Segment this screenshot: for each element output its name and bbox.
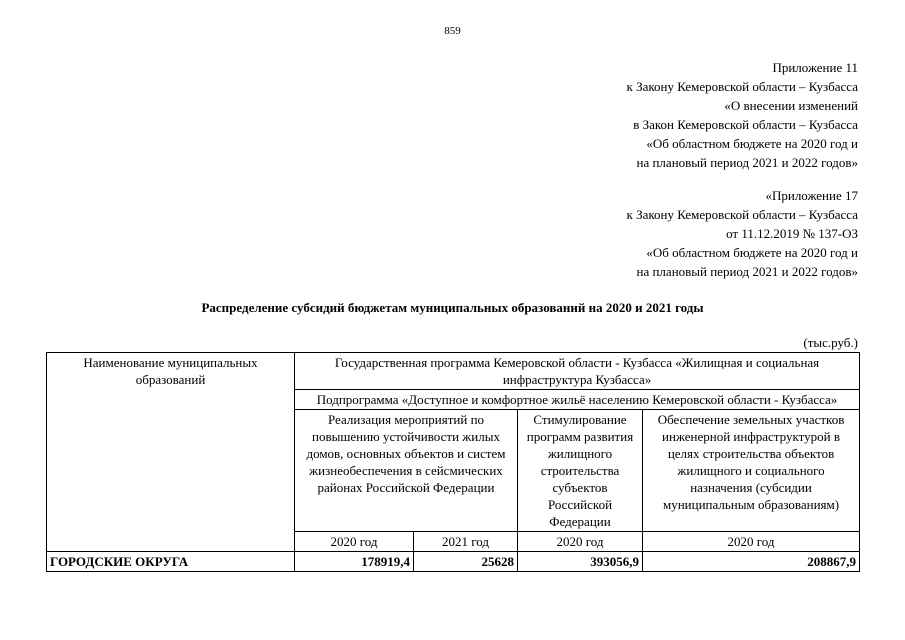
year-header: 2020 год (643, 532, 860, 552)
measure-housing-header: Стимулирование программ развития жилищного строительства субъектов Российской Федерации (518, 410, 643, 532)
row-value: 208867,9 (643, 552, 860, 572)
subsidies-table (46, 352, 860, 572)
document-title: Распределение субсидий бюджетам муниципальных образований на 2020 и 2021 годы (201, 300, 704, 315)
appendix-line: «Об областном бюджете на 2020 год и (646, 245, 858, 260)
measure-seismic-header: Реализация мероприятий по повышению устойчивости жилых домов, основных объектов и систем жизнеобеспечения в сейсмических районах Российской Федерации (295, 410, 518, 532)
appendix-line: к Закону Кемеровской области – Кузбасса (626, 79, 858, 94)
measure-land-header: Обеспечение земельных участков инженерной инфраструктурой в целях строительства объектов жилищного и социального назначения (субсидии муниципальным образованиям) (643, 410, 860, 532)
appendix-line: на плановый период 2021 и 2022 годов» (636, 155, 858, 170)
appendix-line: в Закон Кемеровской области – Кузбасса (633, 117, 858, 132)
year-header: 2020 год (518, 532, 643, 552)
appendix-reference (627, 186, 859, 281)
appendix-line: «Приложение 17 (765, 188, 858, 203)
row-value: 178919,4 (295, 552, 414, 572)
appendix-line: «О внесении изменений (724, 98, 858, 113)
row-value: 25628 (414, 552, 518, 572)
row-value: 393056,9 (518, 552, 643, 572)
year-header: 2020 год (295, 532, 414, 552)
appendix-line: к Закону Кемеровской области – Кузбасса (626, 207, 858, 222)
row-name: ГОРОДСКИЕ ОКРУГА (47, 552, 295, 572)
appendix-line: на плановый период 2021 и 2022 годов» (636, 264, 858, 279)
units-label: (тыс.руб.) (803, 335, 858, 350)
table-row (47, 552, 860, 572)
page-number: 859 (444, 25, 461, 37)
program-header: Государственная программа Кемеровской области - Кузбасса «Жилищная и социальная инфраструктура Кузбасса» (295, 353, 860, 390)
appendix-line: от 11.12.2019 № 137-ОЗ (726, 226, 858, 241)
subprogram-header: Подпрограмма «Доступное и комфортное жильё населению Кемеровской области - Кузбасса» (295, 390, 860, 410)
table-header-row (47, 353, 860, 390)
name-header: Наименование муниципальных образований (47, 353, 295, 552)
appendix-line: Приложение 11 (772, 60, 858, 75)
appendix-main (627, 58, 859, 172)
year-header: 2021 год (414, 532, 518, 552)
appendix-line: «Об областном бюджете на 2020 год и (646, 136, 858, 151)
